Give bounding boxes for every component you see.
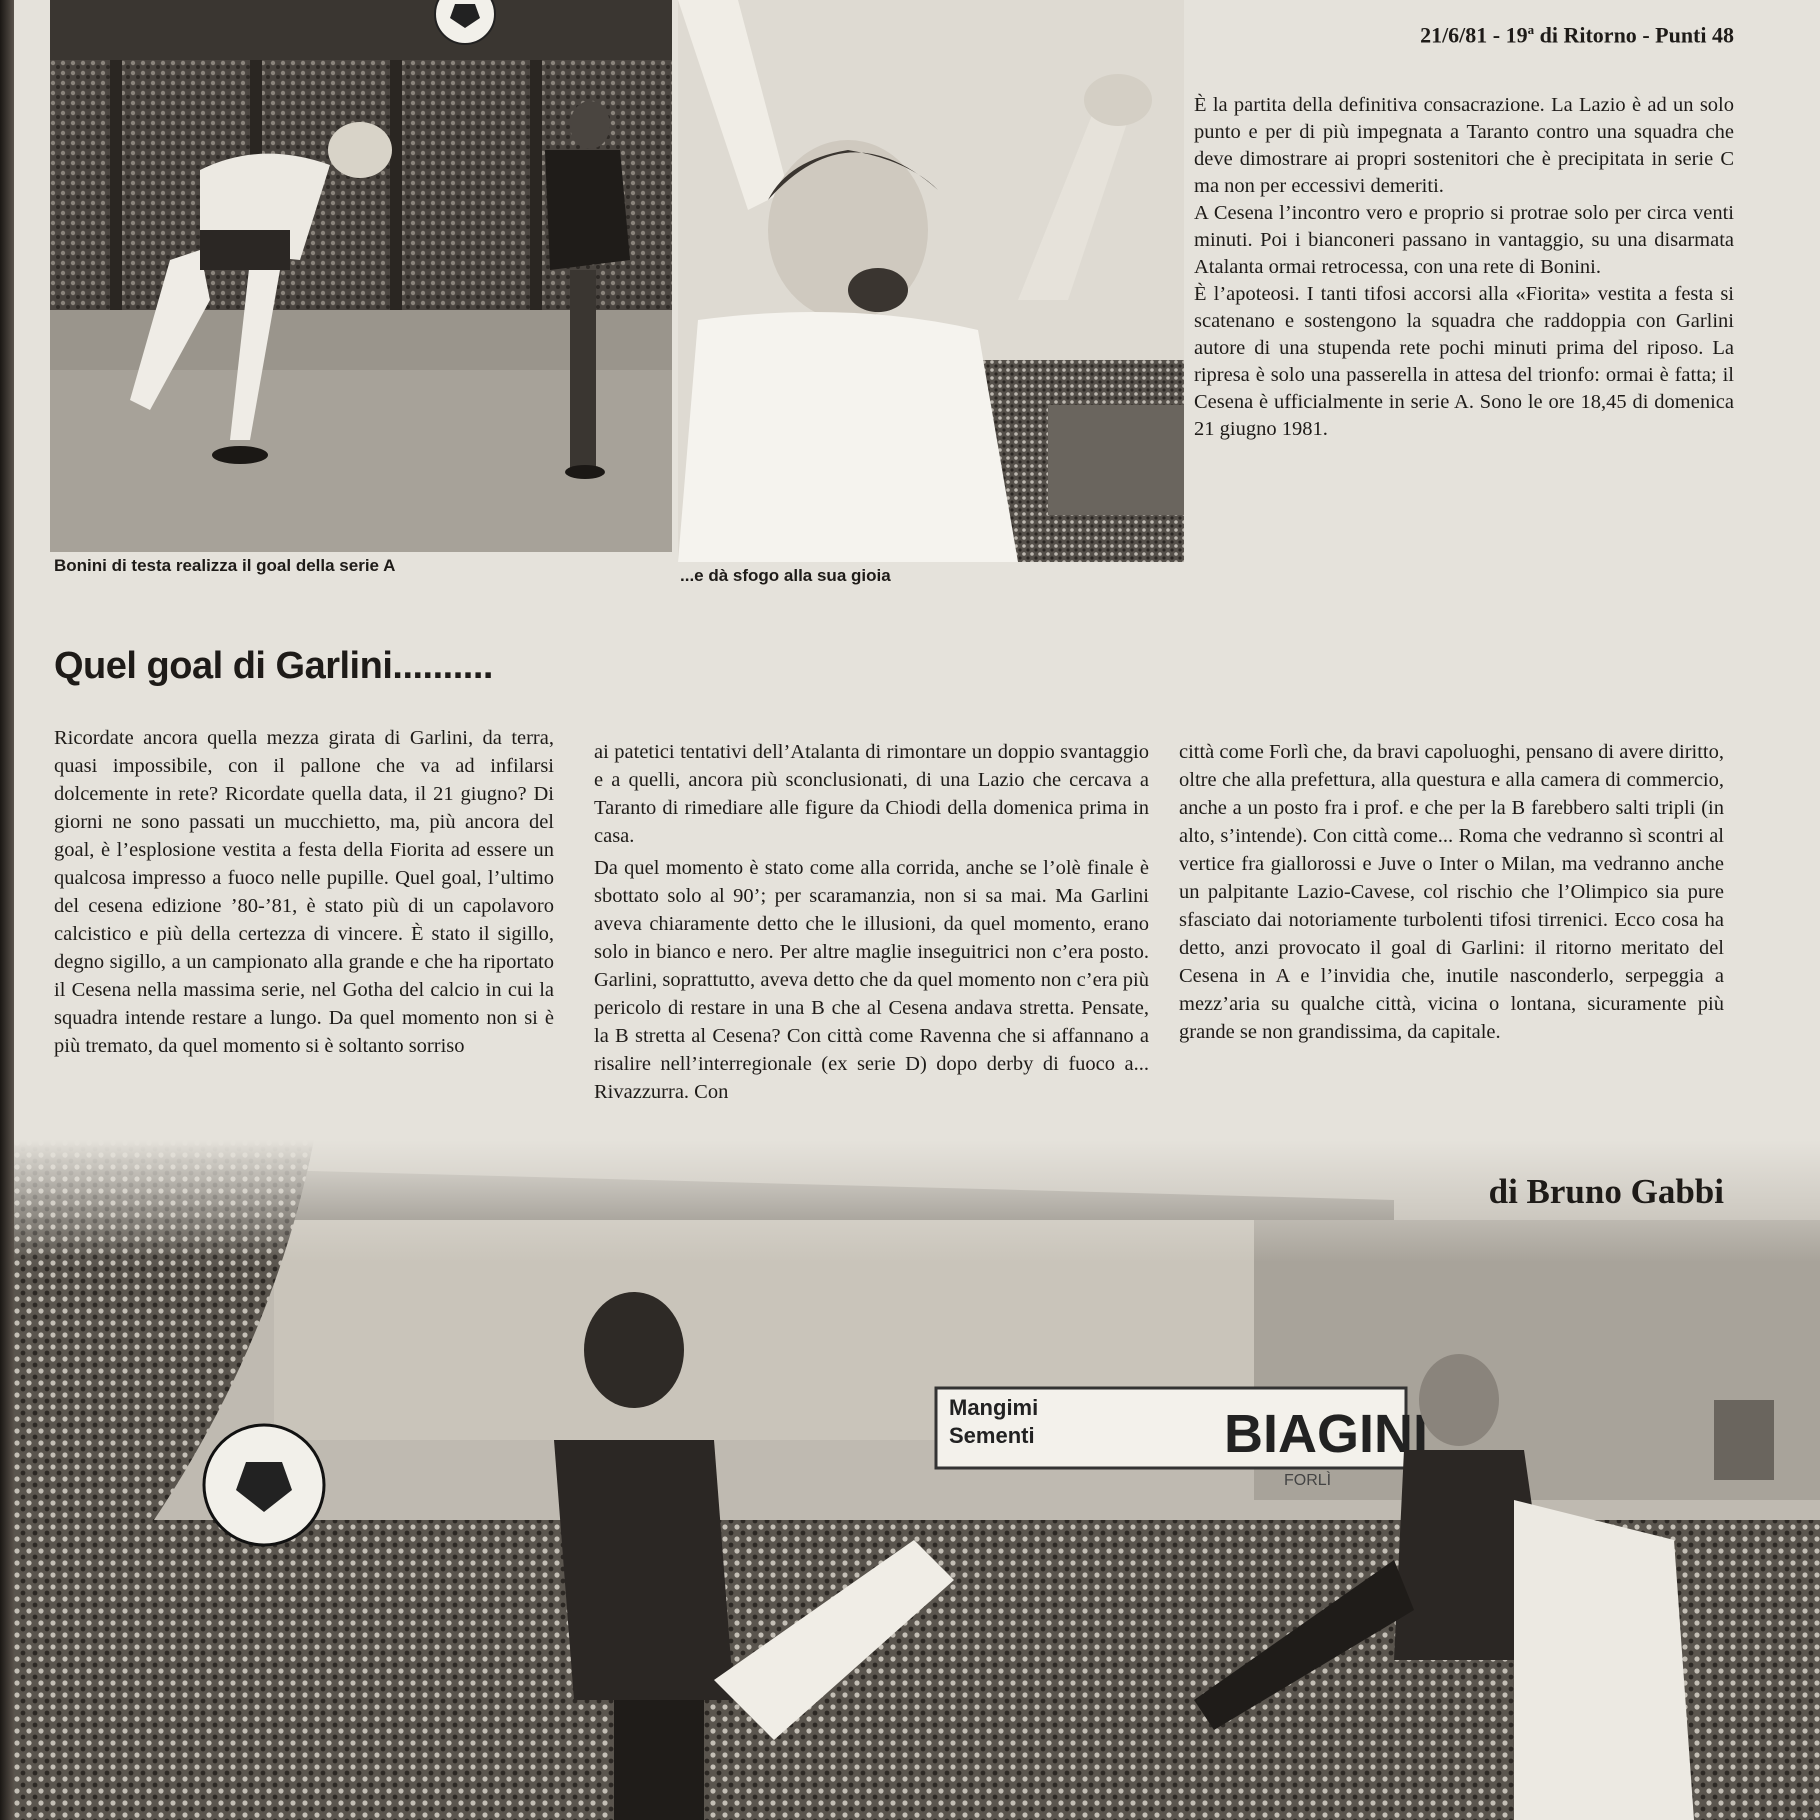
article-column-2 — [594, 738, 1149, 1110]
intro-paragraph: È la partita della definitiva consacrazione. La Lazio è ad un solo punto e per di più impegnata a Taranto contro una squadra che deve dimostrare ai propri sostenitori che è precipitata in serie C ma non per eccessivi demeriti. — [1194, 94, 1734, 197]
article-paragraph: Da quel momento è stato come alla corrida, anche se l’olè finale è sbottato solo al 90’; per scaramanzia, non si sa mai. Ma Garlini aveva chiaramente detto che le illusioni, da quel momento, erano solo in bianco e nero. Per altre maglie inseguitrici non c’era posto. Garlini, soprattutto, aveva detto che da quel momento non c’era più pericolo di restare in una B che al Cesena andava stretta. Pensate, la B stretta al Cesena? Con città come Ravenna che si affannano a risalire nell’interregionale (ex serie D) dopo derby di fuoco a... Rivazzurra. Con — [594, 857, 1149, 1103]
photo-bottom-action — [14, 1140, 1820, 1820]
photo-celebration — [678, 0, 1184, 562]
photo-caption-celebration: ...e dà sfogo alla sua gioia — [680, 566, 891, 585]
article-byline: di Bruno Gabbi — [1488, 1172, 1724, 1211]
intro-text — [1194, 92, 1734, 443]
article-paragraph: ai patetici tentativi dell’Atalanta di rimontare un doppio svantaggio e a quelli, ancora più sconclusionati, di una Lazio che cercava a Taranto di rimediare alle figure da Chiodi della domenica prima in casa. — [594, 741, 1149, 847]
header-round-text: di Ritorno — [1539, 22, 1637, 48]
article-column-3 — [1179, 738, 1724, 1050]
article-title: Quel goal di Garlini.......... — [54, 645, 493, 687]
magazine-page — [14, 0, 1820, 1820]
page-header: 21/6/81 - 19$^a$ di Ritorno - Punti 48 — [1420, 22, 1734, 48]
header-points: Punti 48 — [1655, 22, 1734, 48]
intro-paragraph: A Cesena l’incontro vero e proprio si protrae solo per circa venti minuti. Poi i bianconeri passano in vantaggio, su una disarmata Atalanta ormai retrocessa, con una rete di Bonini. — [1194, 202, 1734, 278]
page-spine-shadow — [0, 0, 14, 1820]
photo-header-goal — [50, 0, 672, 552]
header-round-number: 19 — [1505, 22, 1528, 48]
intro-paragraph: È l’apoteosi. I tanti tifosi accorsi alla «Fiorita» vestita a festa si scatenano e sostengono la squadra che raddoppia con Garlini autore di una stupenda rete pochi minuti prima del riposo. La ripresa è solo una passerella in attesa del trionfo: ormai è fatta; il Cesena è ufficialmente in serie A. Sono le ore 18,45 di domenica 21 giugno 1981. — [1194, 283, 1734, 440]
header-round-suffix: a — [1527, 22, 1535, 37]
header-date: 21/6/81 — [1420, 22, 1488, 48]
article-paragraph: città come Forlì che, da bravi capoluoghi, pensano di avere diritto, oltre che alla prefettura, alla questura e alla camera di commercio, anche a un posto fra i prof. e che per la B farebbero salti tripli (in alto, s’intende). Con città come... Roma che vedranno sì scontri al vertice fra giallorossi e Juve o Inter o Milan, ma vedranno anche un palpitante Lazio-Cavese, col rischio che l’Olimpico sia pure sfasciato dai notoriamente turbolenti tifosi tirrenici. Ecco cosa ha detto, anzi provocato il goal di Garlini: il ritorno meritato del Cesena in A e l’invidia che, inutile nasconderlo, serpeggia a mezz’aria su qualche città, vicina o lontana, sicuramente più grande se non grandissima, da capitale. — [1179, 741, 1724, 1043]
photo-caption-goal: Bonini di testa realizza il goal della serie A — [54, 556, 396, 575]
article-paragraph: Ricordate ancora quella mezza girata di Garlini, da terra, quasi impossibile, con il pallone che va ad infilarsi dolcemente in rete? Ricordate quella data, il 21 giugno? Di giorni ne sono passati un mucchietto, ma, più ancora del goal, è l’esplosione vestita a festa della Fiorita ad essere un qualcosa impresso a fuoco nelle pupille. Quel goal, l’ultimo del cesena edizione ’80-’81, è stato più di un capolavoro calcistico e più della certezza di vincere. È stato il sigillo, degno sigillo, a un campionato alla grande e che ha riportato il Cesena nella massima serie, nel Gotha del calcio in cui la squadra intende restare a lungo. Da quel momento non si è più tremato, da quel momento si è soltanto sorriso — [54, 727, 554, 1057]
article-column-1 — [54, 724, 554, 1064]
